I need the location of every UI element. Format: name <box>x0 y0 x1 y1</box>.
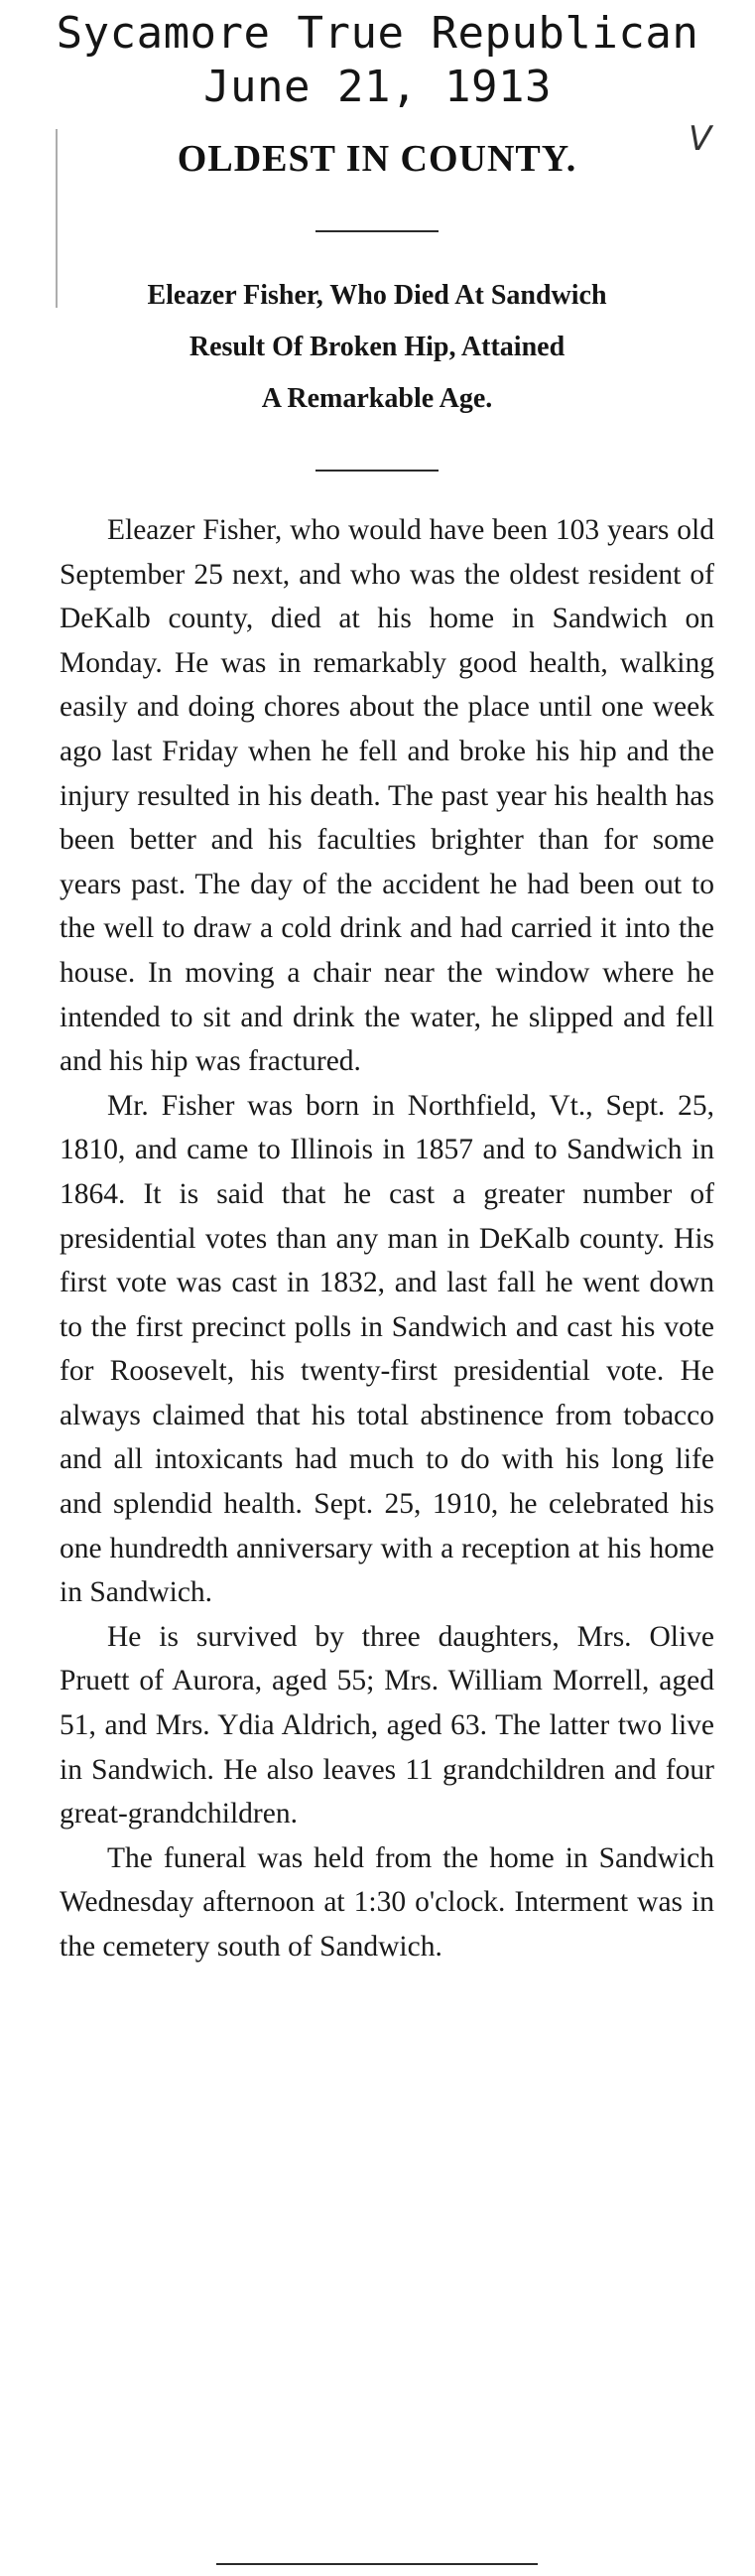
column-rule <box>56 129 58 308</box>
paragraph-death-report: Eleazer Fisher, who would have been 103 years old September 25 next, and who was the oldest resident of DeKalb county, died at his home in Sandwich on Monday. He was in remarkably good health, walking easily and doing chores about the place until one week ago last Friday when he fell and broke his hip and the injury resulted in his death. The past year his health has been better and his faculties brighter than for some years past. The day of the accident he had been out to the well to draw a cold drink and had carried it into the house. In moving a chair near the window where he intended to sit and drink the water, he slipped and fell and his hip was fractured. <box>60 514 714 1078</box>
paragraph-biography: Mr. Fisher was born in Northfield, Vt., Sept. 25, 1810, and came to Illinois in 1857 and to Sandwich in 1864. It is said that he cast a greater number of presidential votes than any man in DeKalb county. His first vote was cast in 1832, and last fall he went down to the first precinct polls in Sandwich and cast his vote for Roosevelt, his twenty-first presidential vote. He always claimed that his total abstinence from tobacco and all intoxicants had much to do with his long life and splendid health. Sept. 25, 1910, he celebrated his one hundredth anniversary with a reception at his home in Sandwich. <box>60 1089 714 1609</box>
subheadline-line-3: A Remarkable Age. <box>261 383 493 414</box>
paragraph-funeral: The funeral was held from the home in Sandwich Wednesday afternoon at 1:30 o'clock. Interment was in the cemetery south of Sandwich. <box>60 1841 714 1963</box>
article-subheadline <box>60 270 694 425</box>
publication-name: Sycamore True Republican <box>56 8 699 59</box>
paragraph-survivors: He is survived by three daughters, Mrs. Olive Pruett of Aurora, aged 55; Mrs. William Morrell, aged 51, and Mrs. Ydia Aldrich, aged 63. The latter two live in Sandwich. He also leaves 11 grandchildren and four great-grandchildren. <box>60 1620 714 1830</box>
headline-divider <box>315 230 439 232</box>
subheadline-divider <box>315 470 439 472</box>
article-body <box>60 508 714 1969</box>
article-end-rule <box>216 2563 538 2565</box>
subheadline-line-2: Result Of Broken Hip, Attained <box>189 332 566 362</box>
article-headline: OLDEST IN COUNTY. <box>177 138 577 180</box>
subheadline-line-1: Eleazer Fisher, Who Died At Sandwich <box>147 280 607 311</box>
publication-date: June 21, 1913 <box>203 62 552 112</box>
handwritten-check-mark: V <box>689 119 712 159</box>
